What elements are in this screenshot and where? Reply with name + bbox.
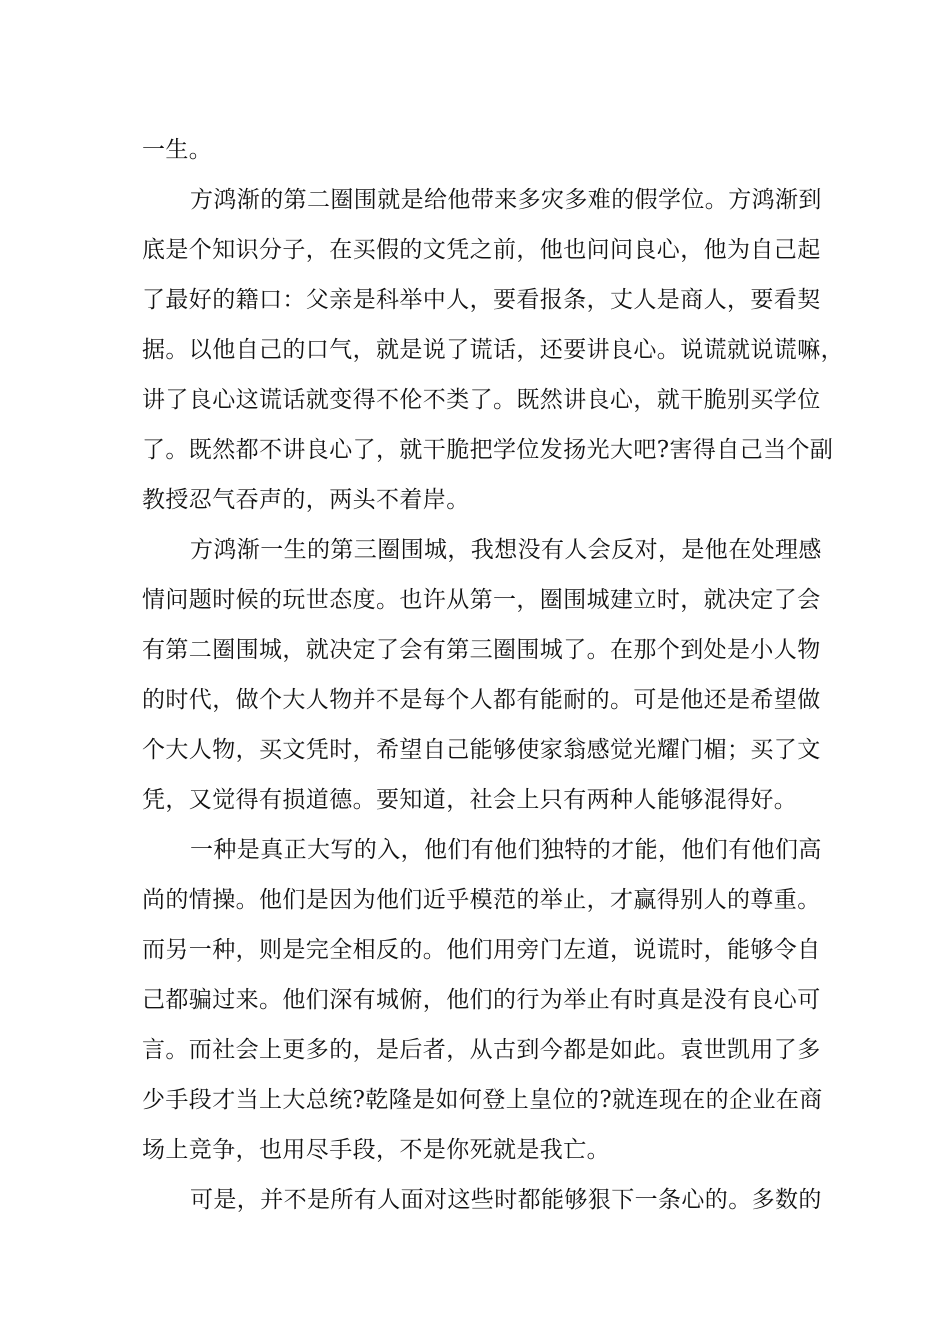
- paragraph-first-line: 一种是真正大写的入，他们有他们独特的才能，他们有他们高: [190, 837, 822, 863]
- paragraph-first-line: 方鸿渐的第二圈围就是给他带来多灾多难的假学位。方鸿渐到: [190, 187, 822, 213]
- text-line: 少手段才当上大总统?乾隆是如何登上皇位的?就连现在的企业在商: [142, 1087, 823, 1113]
- text-line: 而另一种，则是完全相反的。他们用旁门左道，说谎时，能够令自: [142, 937, 821, 963]
- text-line: 尚的情操。他们是因为他们近乎模范的举止，才赢得别人的尊重。: [142, 887, 821, 913]
- text-line: 了。既然都不讲良心了，就干脆把学位发扬光大吧?害得自己当个副: [142, 437, 834, 463]
- text-line: 的时代，做个大人物并不是每个人都有能耐的。可是他还是希望做: [142, 687, 821, 713]
- paragraph-first-line: 方鸿渐一生的第三圈围城，我想没有人会反对，是他在处理感: [190, 537, 822, 563]
- text-line: 底是个知识分子，在买假的文凭之前，他也问问良心，他为自己起: [142, 237, 821, 263]
- text-line: 己都骗过来。他们深有城俯，他们的行为举止有时真是没有良心可: [142, 987, 821, 1013]
- text-line: 言。而社会上更多的，是后者，从古到今都是如此。袁世凯用了多: [142, 1037, 821, 1063]
- text-line: 场上竞争，也用尽手段，不是你死就是我亡。: [142, 1137, 610, 1163]
- text-line: 个大人物，买文凭时，希望自己能够使家翁感觉光耀门楣；买了文: [142, 737, 821, 763]
- text-line: 有第二圈围城，就决定了会有第三圈围城了。在那个到处是小人物: [142, 637, 821, 663]
- text-line: 据。以他自己的口气，就是说了谎话，还要讲良心。说谎就说谎嘛，: [142, 337, 844, 363]
- text-line: 了最好的籍口：父亲是科举中人，要看报条，丈人是商人，要看契: [142, 287, 821, 313]
- text-line: 讲了良心这谎话就变得不伦不类了。既然讲良心，就干脆别买学位: [142, 387, 821, 413]
- paragraph-first-line: 可是，并不是所有人面对这些时都能够狠下一条心的。多数的: [190, 1187, 822, 1213]
- text-line: 情问题时候的玩世态度。也许从第一，圈围城建立时，就决定了会: [142, 587, 821, 613]
- text-line: 教授忍气吞声的，两头不着岸。: [142, 487, 470, 513]
- text-line: 凭，又觉得有损道德。要知道，社会上只有两种人能够混得好。: [142, 787, 798, 813]
- text-line: 一生。: [142, 137, 213, 163]
